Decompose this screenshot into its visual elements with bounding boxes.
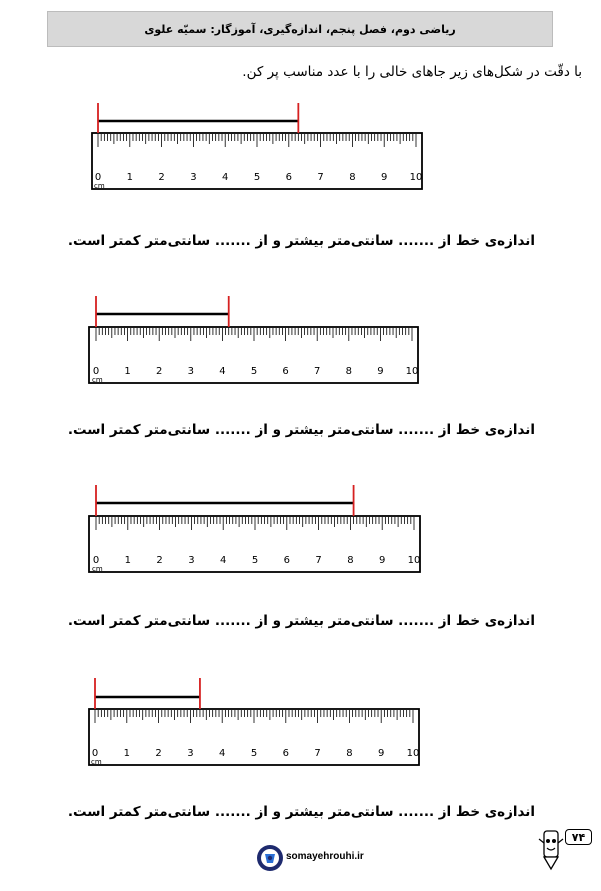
- instruction-text: با دقّت در شکل‌های زیر جاهای خالی را با عدد مناسب پر کن.: [242, 64, 582, 80]
- pencil-mascot-icon: [536, 827, 566, 873]
- ruler-label: 5: [253, 172, 261, 183]
- ruler-label: 10: [407, 555, 421, 566]
- ruler-label: 3: [187, 366, 194, 377]
- ruler-label: 7: [317, 172, 324, 183]
- ruler-label: 6: [285, 172, 292, 183]
- ruler-label: 10: [409, 172, 423, 183]
- footer-website[interactable]: somayehrouhi.ir: [286, 851, 364, 862]
- ruler-label: 1: [124, 555, 131, 566]
- ruler-label: 6: [282, 366, 289, 377]
- exercise-sentence-1: اندازه‌ی خط از ....... سانتی‌متر بیشتر و از ....... سانتی‌متر کمتر است.: [67, 233, 535, 249]
- ruler-label: 4: [219, 366, 226, 377]
- ruler-label: 10: [406, 748, 420, 759]
- ruler-label: 7: [315, 555, 322, 566]
- site-logo-icon: [256, 844, 284, 872]
- ruler-label: 7: [314, 366, 321, 377]
- ruler-label: 10: [405, 366, 419, 377]
- ruler-unit: cm: [91, 758, 102, 766]
- ruler-label: 5: [250, 748, 258, 759]
- ruler-label: 1: [123, 748, 130, 759]
- ruler-label: 5: [251, 555, 259, 566]
- ruler-label: 6: [283, 555, 290, 566]
- ruler-label: 9: [377, 366, 384, 377]
- ruler-label: 2: [155, 748, 162, 759]
- ruler-label: 0: [92, 555, 100, 566]
- ruler-label: 9: [379, 555, 386, 566]
- ruler-label: 4: [220, 555, 227, 566]
- ruler-unit: cm: [94, 182, 105, 190]
- ruler-label: 3: [190, 172, 197, 183]
- ruler-label: 0: [92, 366, 100, 377]
- ruler-label: 4: [222, 172, 229, 183]
- ruler-label: 1: [126, 172, 133, 183]
- ruler-unit: cm: [92, 376, 103, 384]
- ruler-label: 3: [188, 555, 195, 566]
- ruler-label: 8: [349, 172, 356, 183]
- ruler-label: 6: [282, 748, 289, 759]
- ruler-label: 2: [156, 555, 163, 566]
- ruler-label: 5: [250, 366, 258, 377]
- ruler-label: 9: [378, 748, 385, 759]
- exercise-sentence-3: اندازه‌ی خط از ....... سانتی‌متر بیشتر و از ....... سانتی‌متر کمتر است.: [67, 613, 535, 629]
- ruler-label: 1: [124, 366, 131, 377]
- ruler-label: 4: [219, 748, 226, 759]
- ruler-label: 8: [345, 366, 352, 377]
- ruler-label: 2: [156, 366, 163, 377]
- exercise-sentence-2: اندازه‌ی خط از ....... سانتی‌متر بیشتر و از ....... سانتی‌متر کمتر است.: [67, 422, 535, 438]
- ruler-label: 2: [158, 172, 165, 183]
- ruler-label: 7: [314, 748, 321, 759]
- page-number: ۷۴: [565, 829, 592, 845]
- ruler-unit: cm: [92, 565, 103, 573]
- ruler-label: 0: [91, 748, 99, 759]
- ruler-label: 3: [187, 748, 194, 759]
- ruler-label: 8: [347, 555, 354, 566]
- header-title: ریاضی دوم، فصل پنجم، اندازه‌گیری، آموزگار: سمیّه علوی: [144, 22, 456, 36]
- ruler-label: 9: [381, 172, 388, 183]
- exercise-sentence-4: اندازه‌ی خط از ....... سانتی‌متر بیشتر و از ....... سانتی‌متر کمتر است.: [67, 804, 535, 820]
- ruler-label: 0: [94, 172, 102, 183]
- ruler-label: 8: [346, 748, 353, 759]
